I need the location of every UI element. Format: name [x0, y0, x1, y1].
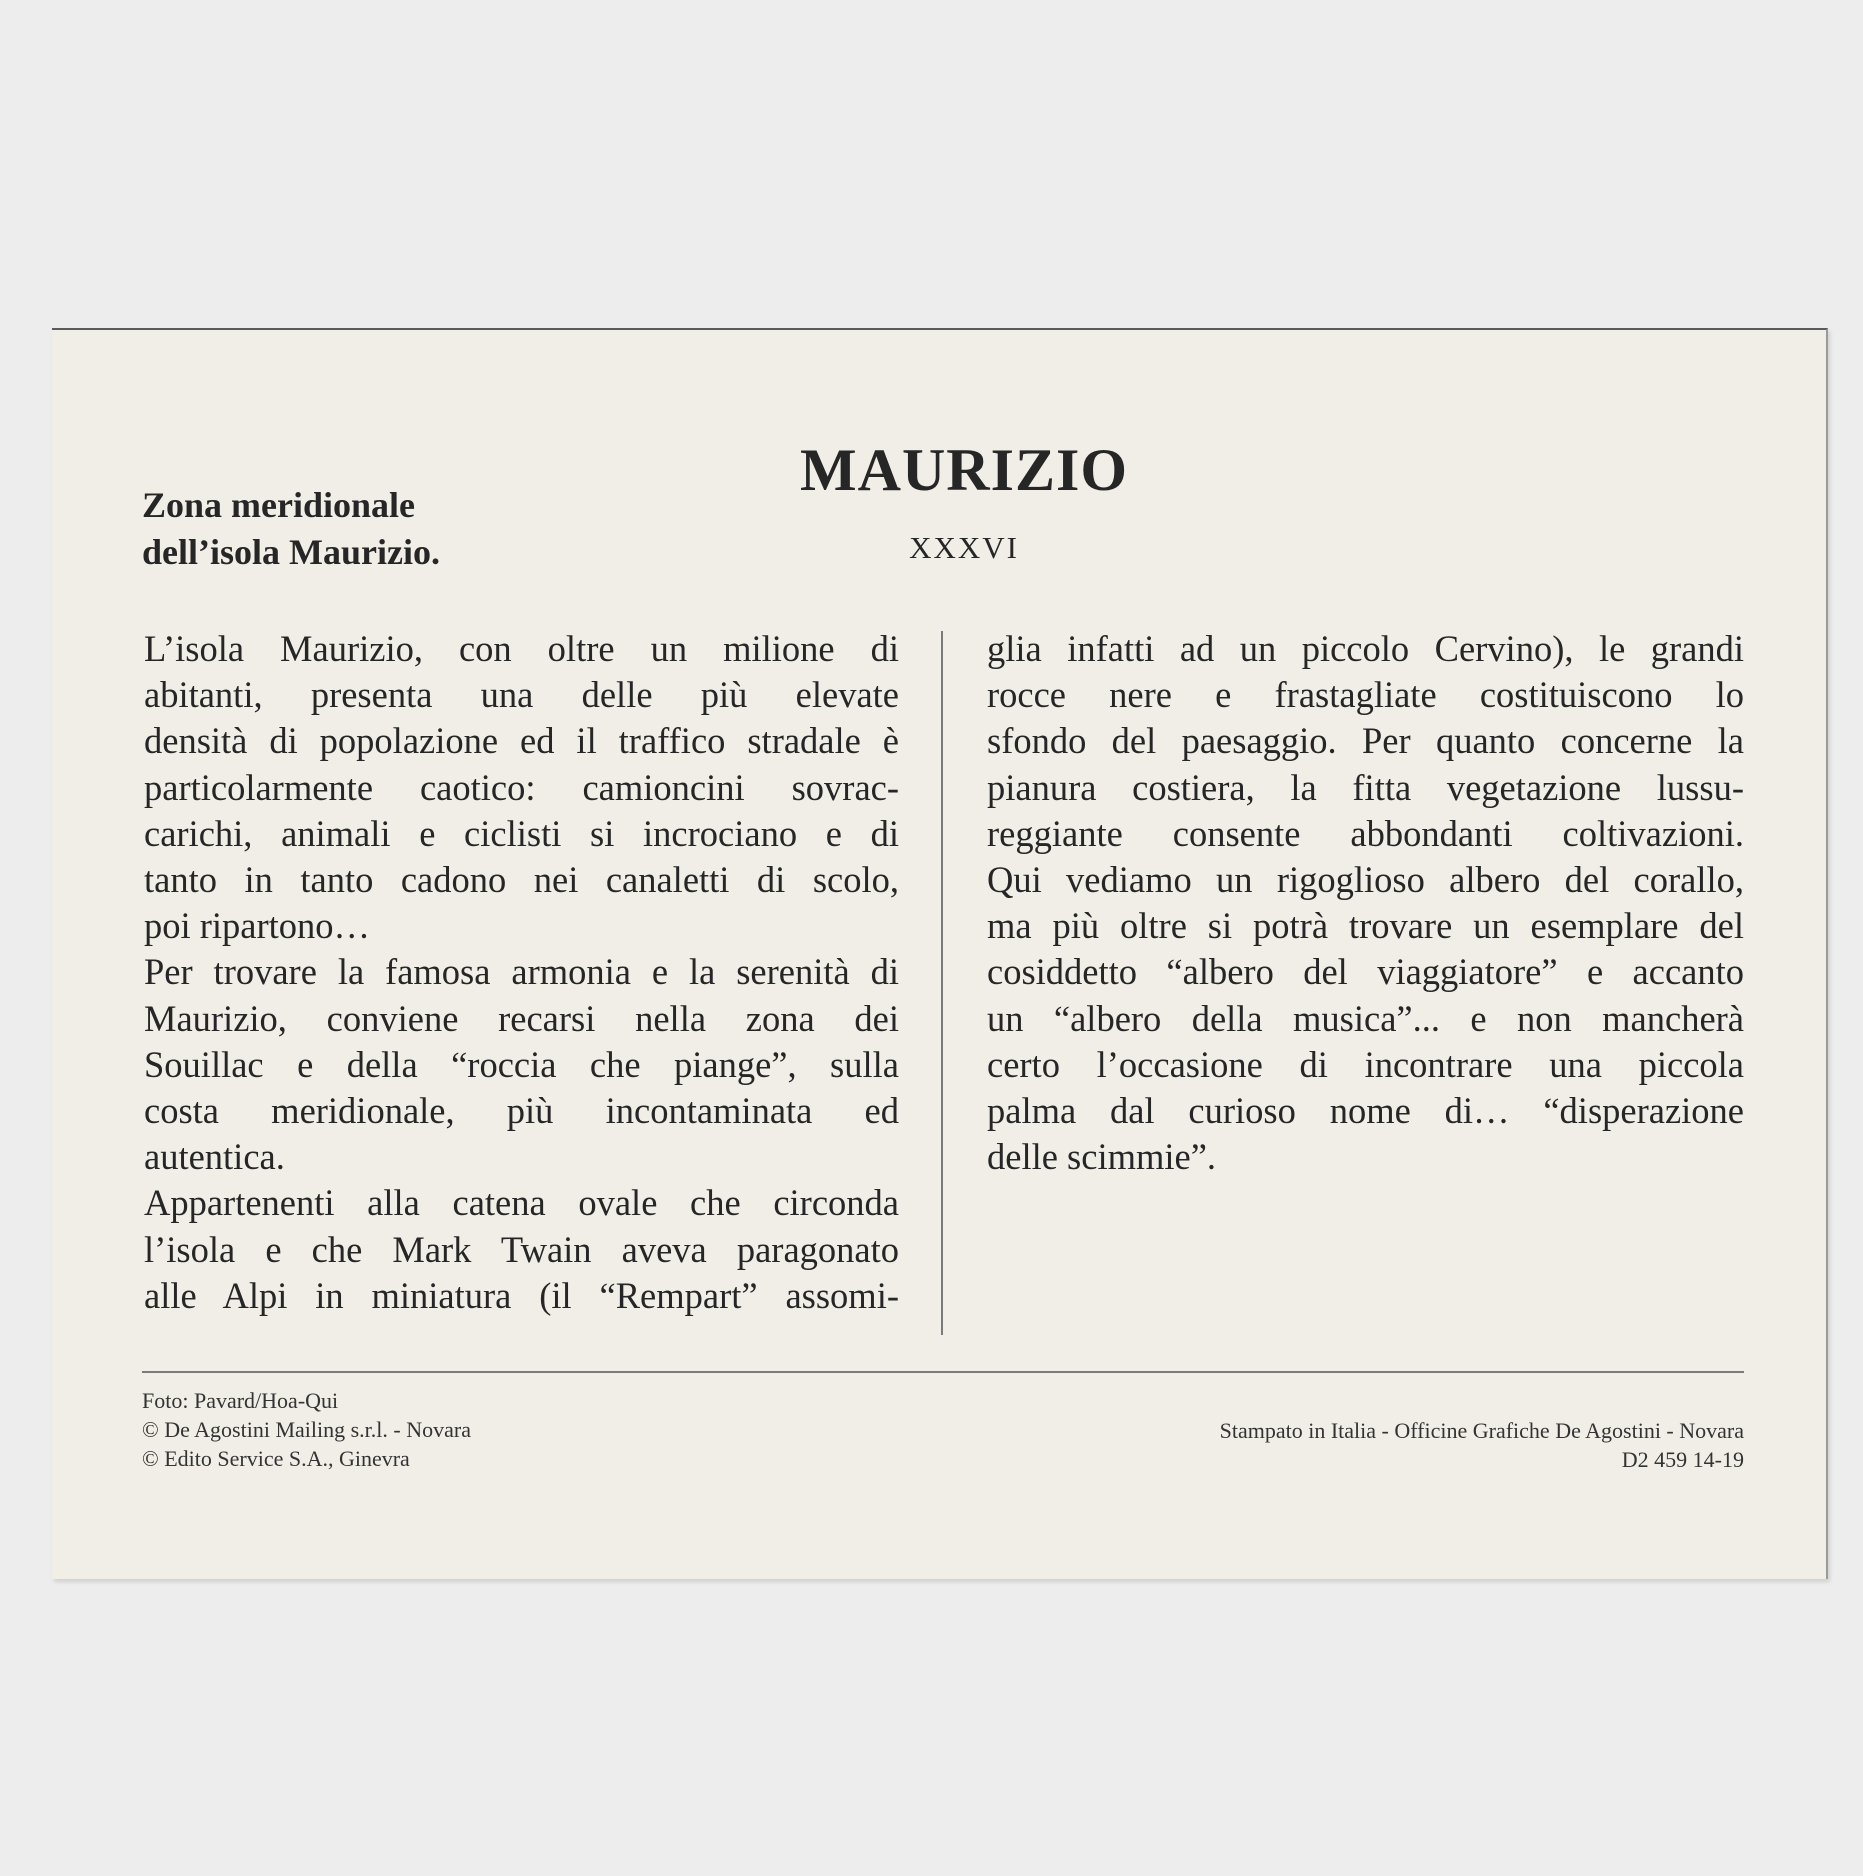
text-line: densità di popolazione ed il traffico stradale è [144, 720, 899, 762]
text-line: glia infatti ad un piccolo Cervino), le grandi [987, 628, 1744, 669]
column-divider [941, 631, 943, 1335]
postcard-back [52, 328, 1828, 1579]
subtitle-line: Zona meridionale [142, 485, 416, 525]
text-line: cosiddetto “albero del viaggiatore” e accanto [987, 951, 1744, 993]
credit-line: © De Agostini Mailing s.r.l. - Novara [142, 1417, 471, 1442]
text-line: rocce nere e frastagliate costituiscono lo [987, 674, 1744, 716]
text-line: alle Alpi in miniatura (il “Rempart” assomi- [144, 1274, 899, 1316]
card-title: MAURIZIO [799, 437, 1128, 503]
text-line: reggiante consente abbondanti coltivazioni. [987, 812, 1744, 854]
footer-divider [142, 1371, 1744, 1373]
subtitle-line: dell’isola Maurizio. [142, 532, 440, 572]
text-line: sfondo del paesaggio. Per quanto concerne la [987, 720, 1744, 762]
photo-credits [142, 1386, 471, 1473]
text-line: certo l’occasione di incontrare una piccola [987, 1043, 1744, 1085]
text-line: Per trovare la famosa armonia e la serenità di [144, 951, 899, 993]
credit-line: Foto: Pavard/Hoa-Qui [142, 1388, 339, 1413]
printer-line: Stampato in Italia - Officine Grafiche De Agostini - Novara [1219, 1418, 1744, 1443]
text-line: costa meridionale, più incontaminata ed [144, 1090, 899, 1132]
text-line: poi ripartono… [144, 905, 371, 947]
text-line: carichi, animali e ciclisti si incrociano e di [144, 812, 899, 854]
text-line: autentica. [144, 1136, 285, 1178]
text-line: Maurizio, conviene recarsi nella zona dei [144, 997, 899, 1039]
text-line: l’isola e che Mark Twain aveva paragonato [144, 1228, 899, 1270]
text-line: Qui vediamo un rigoglioso albero del corallo, [987, 859, 1744, 901]
text-line: Appartenenti alla catena ovale che circonda [144, 1182, 899, 1224]
text-line: un “albero della musica”... e non mancherà [987, 997, 1744, 1039]
text-line: particolarmente caotico: camioncini sovrac- [144, 766, 899, 808]
text-line: ma più oltre si potrà trovare un esemplare del [987, 905, 1744, 947]
printer-info [1220, 1416, 1744, 1474]
text-line: Souillac e della “roccia che piange”, sulla [144, 1043, 899, 1085]
text-column-left [144, 626, 899, 1319]
text-line: tanto in tanto cadono nei canaletti di scolo, [144, 859, 899, 901]
credit-line: © Edito Service S.A., Ginevra [142, 1446, 410, 1471]
text-line: L’isola Maurizio, con oltre un milione di [144, 628, 899, 669]
text-line: palma dal curioso nome di… “disperazione [987, 1090, 1744, 1132]
card-subtitle [142, 482, 440, 576]
text-column-right [987, 626, 1744, 1180]
text-line: abitanti, presenta una delle più elevate [144, 674, 899, 716]
text-line: pianura costiera, la fitta vegetazione lussu- [987, 766, 1744, 808]
card-number: XXXVI [909, 530, 1019, 565]
text-line: delle scimmie”. [987, 1136, 1217, 1178]
printer-code: D2 459 14-19 [1621, 1447, 1744, 1472]
